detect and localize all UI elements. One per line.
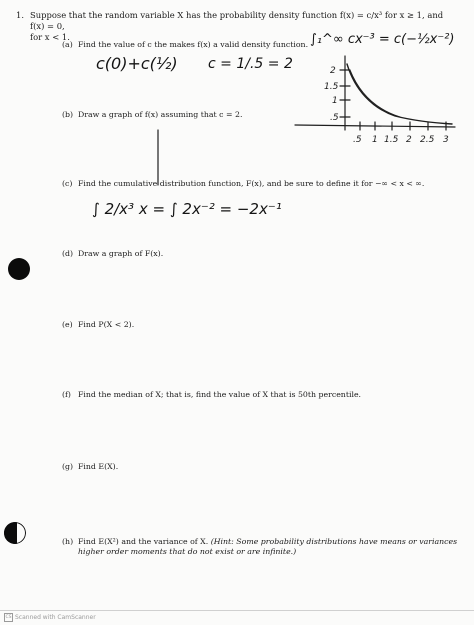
part-e-label: (e) — [62, 320, 73, 329]
scanner-text: Scanned with CamScanner — [15, 614, 96, 621]
graph-x-label-1.5: 1.5 — [384, 135, 399, 145]
graph-x-label-2.5: 2.5 — [420, 135, 435, 145]
part-h-hint-line-2: higher order moments that do not exist or are infinite.) — [78, 547, 297, 556]
part-g-text: Find E(X). — [78, 462, 119, 471]
graph-x-label-.5: .5 — [353, 135, 362, 145]
handwritten-part-a-result: c = 1/.5 = 2 — [208, 56, 293, 72]
problem-number: 1. — [16, 10, 24, 20]
scanner-watermark — [4, 613, 96, 622]
page-bottom-edge — [0, 610, 474, 611]
part-c-label: (c) — [62, 179, 73, 188]
scanner-logo-icon: CS — [5, 615, 12, 620]
part-a-text: Find the value of c the makes f(x) a valid density function. — [78, 40, 309, 49]
graph-x-label-2: 2 — [406, 135, 412, 145]
graph-y-label-2: 2 — [330, 66, 336, 76]
part-g-label: (g) — [62, 462, 74, 471]
part-d-label: (d) — [62, 249, 74, 258]
binder-hole-ring — [4, 522, 26, 544]
handwritten-part-c-work: ∫ 2/x³ x = ∫ 2x⁻² = −2x⁻¹ — [92, 200, 282, 218]
graph-y-label-1: 1 — [332, 96, 338, 106]
part-c-text: Find the cumulative distribution function, F(x), and be sure to define it for −∞ < x < ∞. — [78, 179, 425, 188]
binder-hole-bottom — [4, 522, 26, 544]
part-h-text: Find E(X²) and the variance of X. — [78, 537, 209, 546]
part-h-hint-line-1: (Hint: Some probability distributions have means or variances — [210, 537, 458, 546]
part-f-label: (f) — [62, 390, 71, 399]
graph-y-label-.5: .5 — [330, 113, 339, 123]
part-a-label: (a) — [62, 40, 73, 49]
part-d-text: Draw a graph of F(x). — [78, 249, 164, 258]
graph-curve-overstroke — [350, 70, 400, 117]
problem-stem-line-1: Suppose that the random variable X has the probability density function f(x) = c/x³ for x ≥ 1, and f(x) = 0, — [30, 10, 444, 31]
graph-x-label-1: 1 — [372, 135, 378, 145]
problem-stem-line-2: for x < 1. — [30, 32, 70, 42]
part-b-label: (b) — [62, 110, 74, 119]
graph-density-curve — [347, 64, 452, 124]
binder-hole-middle — [8, 258, 30, 280]
part-e-text: Find P(X < 2). — [78, 320, 135, 329]
part-f-text: Find the median of X; that is, find the value of X that is 50th percentile. — [78, 390, 362, 399]
part-h-label: (h) — [62, 537, 74, 546]
handwritten-part-a-sum: c(0)+c(½) — [96, 54, 178, 73]
graph-y-label-1.5: 1.5 — [324, 82, 339, 92]
graph-x-label-3: 3 — [443, 135, 449, 145]
part-b-text: Draw a graph of f(x) assuming that c = 2. — [78, 110, 243, 119]
handwritten-integral: ∫₁^∞ cx⁻³ = c(−½x⁻²) — [310, 32, 455, 47]
